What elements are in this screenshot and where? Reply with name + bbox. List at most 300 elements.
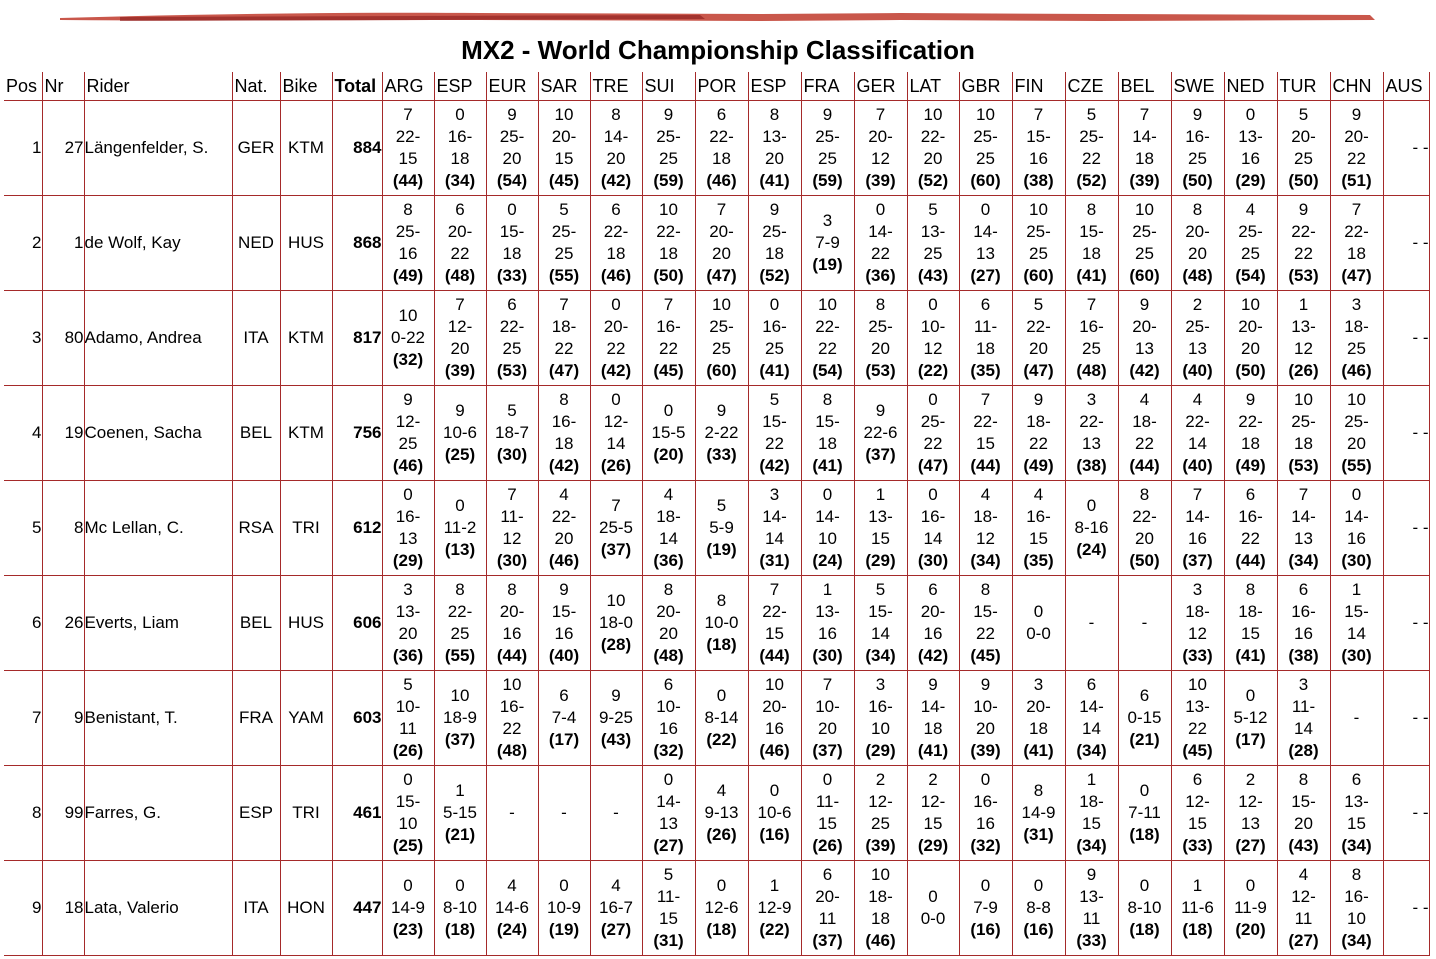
race-result-line: 8 (507, 580, 517, 599)
race-result-line: 13- (1344, 792, 1369, 811)
race-result-line: (49) (392, 266, 424, 285)
race-result-line: 8 (559, 390, 569, 409)
header-race: NED (1224, 72, 1277, 101)
cell-race-result (1118, 291, 1171, 386)
race-result-line: 15-5 (651, 423, 686, 442)
race-result-line: 15 (976, 434, 995, 453)
cell-race-aus: - - (1383, 576, 1429, 671)
race-result-line: (40) (1182, 361, 1213, 380)
race-result-line: 18-7 (494, 423, 530, 442)
race-result-line: 20- (1344, 127, 1369, 146)
cell-race-result (642, 671, 695, 766)
cell-nr: 26 (42, 576, 84, 671)
race-result-line: (45) (970, 646, 1001, 665)
cell-race-result (695, 101, 748, 196)
race-result-line: 13- (395, 602, 421, 621)
race-result-line: (44) (496, 646, 528, 665)
race-result-line: 16 (502, 624, 522, 643)
cell-race-result (1012, 861, 1065, 956)
race-result-line: (44) (759, 646, 790, 665)
race-result-line: (55) (444, 646, 476, 665)
race-result-line: (44) (1235, 551, 1266, 570)
race-result-line: 1 (875, 485, 886, 504)
race-result-line: 7 (403, 105, 413, 124)
race-result-line: 7 (1086, 295, 1097, 314)
race-result-line: 15 (1241, 624, 1260, 643)
race-result-line: 13 (659, 814, 678, 833)
cell-race-result (1012, 291, 1065, 386)
race-result-line: 0 (1086, 496, 1097, 515)
race-result-line: 22- (1238, 412, 1263, 431)
race-result-line: 20 (976, 719, 995, 738)
cell-race-result (1118, 386, 1171, 481)
cell-race-result (801, 861, 854, 956)
cell-race-result (1224, 386, 1277, 481)
race-result-line: (60) (970, 171, 1001, 190)
race-result-line: 14- (1344, 507, 1369, 526)
race-result-line: 10- (815, 697, 840, 716)
race-result-line: (26) (600, 456, 632, 475)
race-result-line: - (561, 803, 567, 822)
race-result-line: 4 (1033, 485, 1044, 504)
race-result-line: 25 (554, 244, 574, 263)
race-result-line: 0 (928, 390, 938, 409)
race-result-line: 12- (1185, 792, 1210, 811)
cell-nat: GER (232, 101, 280, 196)
race-result-line: 15- (499, 222, 525, 241)
race-result-line: (42) (600, 171, 632, 190)
race-result-line: 20- (815, 887, 840, 906)
race-result-line: 8-8 (1026, 898, 1051, 917)
race-result-line: 10 (765, 675, 784, 694)
race-result-line: (47) (1023, 361, 1054, 380)
race-result-line: 0 (980, 200, 991, 219)
race-result-line: 10 (1294, 390, 1313, 409)
race-result-line: 15- (815, 412, 840, 431)
race-result-line: 13- (1291, 317, 1316, 336)
race-result-line: 25 (398, 434, 418, 453)
cell-race-result (642, 386, 695, 481)
race-result-line: 22 (1082, 149, 1101, 168)
cell-race-result (590, 576, 642, 671)
race-result-line: 16- (395, 507, 421, 526)
cell-race-result (907, 576, 959, 671)
race-result-line: 0 (455, 105, 465, 124)
race-result-line: 14- (762, 507, 787, 526)
race-result-line: 22- (656, 222, 681, 241)
race-result-line: 25- (551, 222, 577, 241)
cell-race-result (382, 576, 434, 671)
cell-race-result (642, 861, 695, 956)
race-result-line: (28) (1288, 741, 1319, 760)
race-result-line: (20) (653, 445, 684, 464)
race-result-line: 14- (1185, 507, 1210, 526)
race-result-line: 16 (398, 244, 418, 263)
race-result-line: (29) (1235, 171, 1266, 190)
race-result-line: 14 (1188, 434, 1207, 453)
race-result-line: 12- (603, 412, 629, 431)
race-result-line: 16- (1238, 507, 1263, 526)
race-result-line: - (1141, 613, 1148, 632)
cell-race-result (854, 861, 907, 956)
race-result-line: (43) (600, 730, 632, 749)
cell-pos: 4 (4, 386, 42, 481)
race-result-line: 18 (1241, 434, 1260, 453)
cell-race-result (1277, 291, 1330, 386)
race-result-line: 11 (399, 719, 417, 738)
cell-total: 612 (332, 481, 382, 576)
cell-race-result (1118, 861, 1171, 956)
cell-race-result (748, 766, 801, 861)
race-result-line: 8 (1192, 200, 1203, 219)
race-result-line: (39) (865, 171, 896, 190)
race-result-line: 18 (606, 244, 626, 263)
race-result-line: (40) (548, 646, 580, 665)
cell-race-result (801, 386, 854, 481)
race-result-line: 8-14 (704, 708, 739, 727)
race-result-line: 9 (875, 401, 886, 420)
race-result-line: (34) (865, 646, 896, 665)
race-result-line: (27) (970, 266, 1001, 285)
cell-pos: 6 (4, 576, 42, 671)
cell-bike: YAM (280, 671, 332, 766)
cell-bike: HUS (280, 576, 332, 671)
race-result-line: 25- (1132, 222, 1157, 241)
cell-race-result (907, 386, 959, 481)
race-result-line: (48) (496, 741, 528, 760)
classification-table (4, 72, 1430, 956)
race-result-line: 2 (1245, 770, 1256, 789)
race-result-line: 14 (1082, 719, 1101, 738)
cell-race-result (1277, 861, 1330, 956)
cell-pos: 3 (4, 291, 42, 386)
race-result-line: 15- (1344, 602, 1369, 621)
race-result-line: 0 (1245, 876, 1256, 895)
race-result-line: 1 (1351, 580, 1362, 599)
race-result-line: 18 (1029, 719, 1048, 738)
table-row (4, 386, 1429, 481)
race-result-line: 2 (875, 770, 886, 789)
cell-rider: Farres, G. (84, 766, 232, 861)
race-result-line: 6 (1086, 675, 1097, 694)
race-result-line: 22 (1135, 434, 1154, 453)
race-result-line: 0 (403, 770, 413, 789)
cell-race-result (486, 481, 538, 576)
race-result-line: 10 (1135, 200, 1154, 219)
cell-race-result (590, 766, 642, 861)
cell-race-result (907, 766, 959, 861)
cell-race-result (801, 766, 854, 861)
race-result-line: 10 (659, 200, 678, 219)
cell-nr: 99 (42, 766, 84, 861)
cell-race-result (1330, 671, 1383, 766)
race-result-line: 20 (398, 624, 418, 643)
cell-race-result (748, 196, 801, 291)
race-result-line: (31) (653, 931, 684, 950)
race-result-line: 6 (980, 295, 991, 314)
race-result-line: 0 (822, 770, 833, 789)
race-result-line: 13- (868, 507, 893, 526)
race-result-line: 6 (559, 686, 569, 705)
cell-nr: 9 (42, 671, 84, 766)
race-result-line: 4 (1245, 200, 1256, 219)
race-result-line: (54) (1235, 266, 1266, 285)
race-result-line: 25- (656, 127, 681, 146)
race-result-line: 14- (1079, 697, 1104, 716)
race-result-line: (46) (600, 266, 632, 285)
race-result-line: (24) (496, 920, 528, 939)
cell-race-result (1065, 196, 1118, 291)
race-result-line: 14- (656, 792, 681, 811)
cell-race-result (538, 196, 590, 291)
race-result-line: 20- (709, 222, 734, 241)
race-result-line: 1 (1086, 770, 1097, 789)
cell-race-result (434, 481, 486, 576)
cell-race-result (538, 766, 590, 861)
race-result-line: 18 (450, 149, 470, 168)
race-result-line: 6 (663, 675, 674, 694)
race-result-line: 25 (765, 339, 784, 358)
race-result-line: 22- (1079, 412, 1104, 431)
race-result-line: 15 (554, 149, 574, 168)
race-result-line: 15- (868, 602, 893, 621)
race-result-line: 9 (1192, 105, 1203, 124)
race-result-line: 4 (663, 485, 674, 504)
race-result-line: (23) (392, 920, 424, 939)
race-result-line: 2-22 (704, 423, 739, 442)
race-result-line: 6 (455, 200, 465, 219)
race-result-line: 4 (1298, 865, 1309, 884)
race-result-line: (50) (1129, 551, 1160, 570)
race-result-line: 4 (980, 485, 991, 504)
cell-race-result (854, 291, 907, 386)
race-result-line: (34) (444, 171, 476, 190)
race-result-line: 9 (716, 401, 727, 420)
race-result-line: 0 (455, 496, 465, 515)
race-result-line: (40) (1182, 456, 1213, 475)
race-result-line: 10 (818, 529, 837, 548)
race-result-line: 8 (663, 580, 674, 599)
cell-total: 603 (332, 671, 382, 766)
race-result-line: 18- (1185, 602, 1210, 621)
cell-race-result (1065, 576, 1118, 671)
race-result-line: 22 (659, 339, 678, 358)
header-nr: Nr (42, 72, 84, 101)
cell-race-result (959, 101, 1012, 196)
race-result-line: 12- (920, 792, 946, 811)
race-result-line: 14- (868, 222, 893, 241)
race-result-line: 16 (554, 624, 574, 643)
race-result-line: (18) (1129, 825, 1160, 844)
cell-race-result (1118, 576, 1171, 671)
race-result-line: (54) (812, 361, 843, 380)
race-result-line: 8-10 (1127, 898, 1162, 917)
table-row (4, 481, 1429, 576)
race-result-line: (30) (917, 551, 949, 570)
race-result-line: 25 (1347, 339, 1366, 358)
race-result-line: 22- (551, 507, 577, 526)
cell-race-result (801, 291, 854, 386)
race-result-line: (37) (865, 445, 896, 464)
race-result-line: (34) (1341, 931, 1372, 950)
race-result-line: (18) (1182, 920, 1213, 939)
cell-race-result (590, 291, 642, 386)
race-result-line: (53) (1288, 456, 1319, 475)
cell-race-result (1224, 291, 1277, 386)
header-brush-stroke (0, 0, 1436, 24)
race-result-line: 8 (403, 200, 413, 219)
race-result-line: (34) (1288, 551, 1319, 570)
race-result-line: (17) (1235, 730, 1266, 749)
race-result-line: (42) (600, 361, 632, 380)
race-result-line: (27) (1288, 931, 1319, 950)
race-result-line: 22-6 (863, 423, 898, 442)
race-result-line: 16- (762, 317, 787, 336)
cell-total: 606 (332, 576, 382, 671)
race-result-line: 25- (1185, 317, 1210, 336)
race-result-line: 9 (1245, 390, 1256, 409)
race-result-line: (22) (917, 361, 949, 380)
race-result-line: 7-4 (551, 708, 577, 727)
cell-race-result (695, 671, 748, 766)
cell-race-result (538, 101, 590, 196)
race-result-line: 5 (1033, 295, 1044, 314)
race-result-line: 9 (1086, 865, 1097, 884)
race-result-line: 25 (712, 339, 731, 358)
cell-race-result (801, 101, 854, 196)
race-result-line: (34) (970, 551, 1001, 570)
race-result-line: 9 (769, 200, 780, 219)
race-result-line: 12 (923, 339, 943, 358)
race-result-line: 13 (1241, 814, 1260, 833)
cell-race-result (748, 386, 801, 481)
race-result-line: 8-16 (1074, 518, 1109, 537)
race-result-line: 18-0 (598, 613, 634, 632)
race-result-line: 10 (818, 295, 837, 314)
race-result-line: 25- (1079, 127, 1104, 146)
race-result-line: (19) (812, 255, 843, 274)
cell-nat: ITA (232, 861, 280, 956)
race-result-line: 8 (1033, 781, 1044, 800)
race-result-line: (60) (1023, 266, 1054, 285)
race-result-line: 20 (1294, 814, 1313, 833)
race-result-line: 14 (765, 529, 784, 548)
race-result-line: 14 (871, 624, 890, 643)
race-result-line: 25 (871, 814, 890, 833)
race-result-line: (18) (706, 635, 737, 654)
race-result-line: 25- (709, 317, 734, 336)
cell-race-result (1330, 101, 1383, 196)
race-result-line: 20 (871, 339, 890, 358)
race-result-line: 13- (762, 127, 787, 146)
race-result-line: 0 (980, 770, 991, 789)
race-result-line: (34) (1341, 836, 1372, 855)
cell-race-result (695, 386, 748, 481)
race-result-line: 5 (875, 580, 886, 599)
cell-race-result (1330, 861, 1383, 956)
race-result-line: 7 (507, 485, 517, 504)
cell-race-result (854, 671, 907, 766)
cell-race-result (907, 671, 959, 766)
race-result-line: (41) (917, 741, 949, 760)
race-result-line: 20- (656, 602, 681, 621)
race-result-line: 8 (1086, 200, 1097, 219)
race-result-line: 5 (507, 401, 517, 420)
race-result-line: 20- (603, 317, 629, 336)
race-result-line: 20- (1026, 697, 1051, 716)
race-result-line: 18 (976, 339, 995, 358)
race-result-line: 1 (1298, 295, 1309, 314)
race-result-line: 10 (923, 105, 943, 124)
race-result-line: (35) (970, 361, 1001, 380)
race-result-line: 25- (1344, 412, 1369, 431)
cell-race-result (1330, 386, 1383, 481)
race-result-line: (32) (970, 836, 1001, 855)
cell-race-result (959, 481, 1012, 576)
cell-nr: 27 (42, 101, 84, 196)
race-result-line: 12 (976, 529, 995, 548)
cell-race-result (748, 861, 801, 956)
race-result-line: 13 (1188, 339, 1207, 358)
race-result-line: 7 (455, 295, 465, 314)
cell-bike: HON (280, 861, 332, 956)
race-result-line: 9-25 (598, 708, 634, 727)
race-result-line: (48) (1182, 266, 1213, 285)
race-result-line: 16- (1079, 317, 1104, 336)
cell-race-aus: - - (1383, 101, 1429, 196)
header-race: EUR (486, 72, 538, 101)
race-result-line: 8 (980, 580, 991, 599)
header-race: GBR (959, 72, 1012, 101)
race-result-line: 16- (1291, 602, 1316, 621)
table-row (4, 576, 1429, 671)
race-result-line: 18 (1294, 434, 1313, 453)
cell-race-result (1065, 386, 1118, 481)
race-result-line: (53) (496, 361, 528, 380)
cell-race-result (1171, 196, 1224, 291)
cell-race-result (1330, 766, 1383, 861)
race-result-line: 10- (395, 697, 421, 716)
cell-nat: BEL (232, 386, 280, 481)
race-result-line: 2 (928, 770, 938, 789)
race-result-line: 8 (1351, 865, 1362, 884)
race-result-line: 1 (1192, 876, 1203, 895)
race-result-line: (21) (444, 825, 476, 844)
race-result-line: 11- (656, 887, 681, 906)
race-result-line: 8 (1245, 580, 1256, 599)
cell-race-result (1118, 481, 1171, 576)
cell-race-result (1277, 196, 1330, 291)
header-rider: Rider (84, 72, 232, 101)
race-result-line: 25 (976, 149, 995, 168)
cell-race-result (1224, 766, 1277, 861)
cell-race-result (748, 291, 801, 386)
race-result-line: 0 (822, 485, 833, 504)
race-result-line: 11 (1082, 909, 1101, 928)
race-result-line: 9 (507, 105, 517, 124)
race-result-line: 7 (980, 390, 991, 409)
race-result-line: 14 (1347, 624, 1366, 643)
race-result-line: 18 (712, 149, 731, 168)
race-result-line: 0 (1033, 602, 1044, 621)
race-result-line: 20 (765, 149, 784, 168)
cell-race-result (1065, 766, 1118, 861)
race-result-line: 0 (559, 876, 569, 895)
race-result-line: (35) (1023, 551, 1054, 570)
race-result-line: 5 (1086, 105, 1097, 124)
race-result-line: 0 (1245, 686, 1256, 705)
race-result-line: 20- (762, 697, 787, 716)
